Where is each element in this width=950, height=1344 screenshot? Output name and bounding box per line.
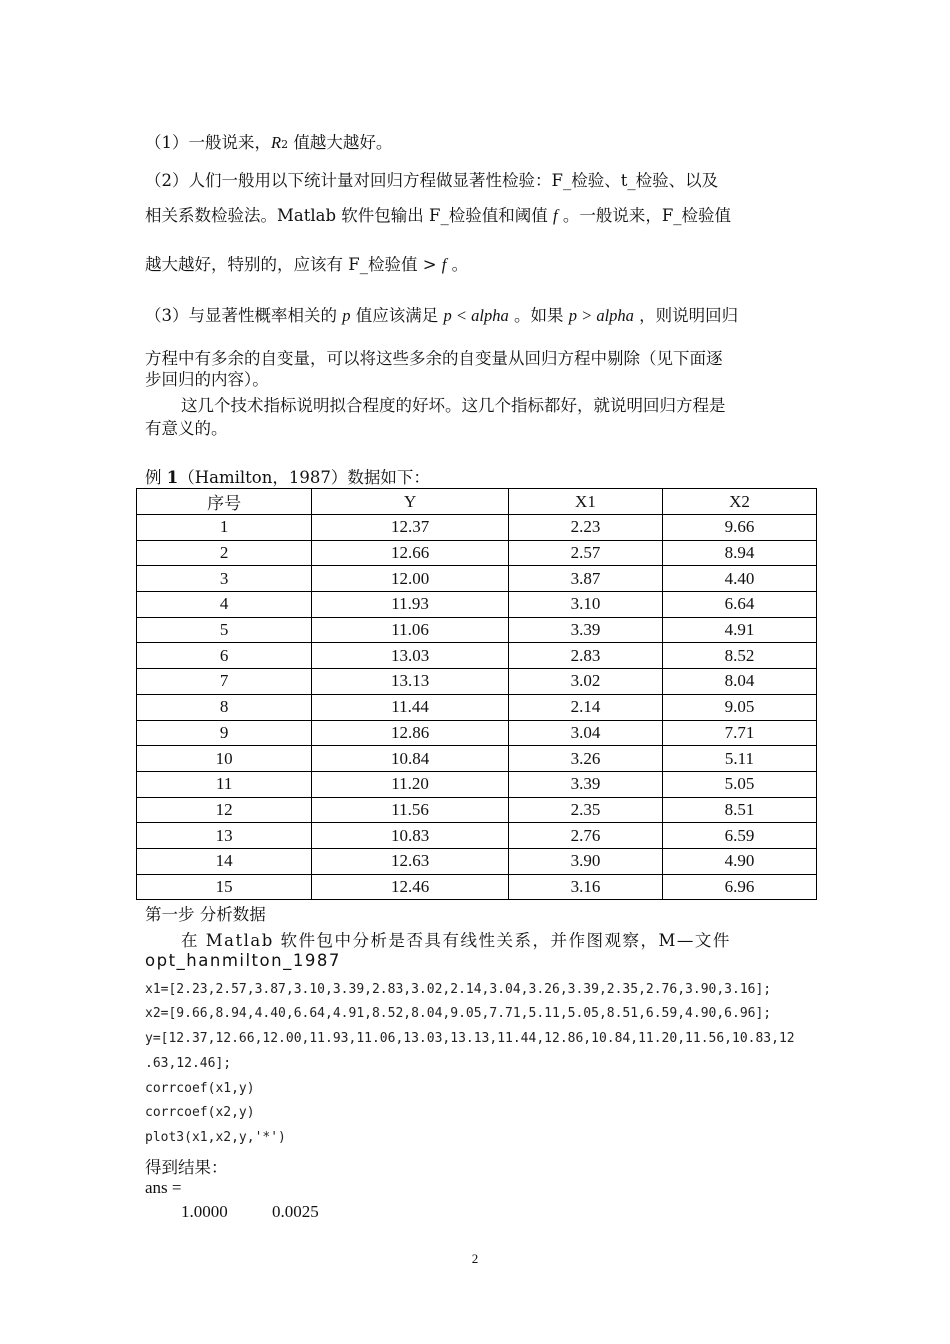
table-row xyxy=(137,643,817,669)
code-corrcoef-x1: corrcoef(x1,y) xyxy=(145,1081,255,1096)
table-row xyxy=(137,540,817,566)
paragraph-4-line-1: 这几个技术指标说明拟合程度的好坏。这几个指标都好，就说明回归方程是 xyxy=(181,396,726,415)
paragraph-4-line-2: 有意义的。 xyxy=(145,419,228,438)
table-row xyxy=(137,720,817,746)
table-row xyxy=(137,823,817,849)
cell-y: 11.06 xyxy=(312,617,509,643)
p3-line1-b: 值应该满足 xyxy=(350,306,444,325)
cell-x2: 4.40 xyxy=(662,566,816,592)
table-row xyxy=(137,848,817,874)
cell-x1: 2.23 xyxy=(508,515,662,541)
cell-x1: 3.10 xyxy=(508,592,662,618)
p1-prefix: （1）一般说来， xyxy=(145,133,271,152)
paragraph-1 xyxy=(145,129,392,153)
paragraph-3-line-1 xyxy=(145,302,738,326)
code-plot3: plot3(x1,x2,y,'*') xyxy=(145,1130,286,1145)
cell-x1: 3.87 xyxy=(508,566,662,592)
cell-index: 7 xyxy=(137,669,312,695)
cell-x2: 6.64 xyxy=(662,592,816,618)
cell-x1: 2.14 xyxy=(508,694,662,720)
cell-x1: 3.02 xyxy=(508,669,662,695)
table-row xyxy=(137,617,817,643)
p2-line2-a: 相关系数检验法。Matlab 软件包输出 F_检验值和阈值 xyxy=(145,206,553,225)
table-row xyxy=(137,566,817,592)
cell-x1: 2.76 xyxy=(508,823,662,849)
cell-index: 13 xyxy=(137,823,312,849)
example-number: 1 xyxy=(166,468,179,487)
cell-index: 11 xyxy=(137,771,312,797)
example-label xyxy=(145,464,430,488)
cell-x2: 4.91 xyxy=(662,617,816,643)
paragraph-3-line-3: 步回归的内容）。 xyxy=(145,370,269,389)
p3-line1-c: 。如果 xyxy=(508,306,569,325)
cell-y: 11.20 xyxy=(312,771,509,797)
data-table xyxy=(136,488,817,900)
cell-y: 13.13 xyxy=(312,669,509,695)
cell-y: 12.46 xyxy=(312,874,509,900)
code-corrcoef-x2: corrcoef(x2,y) xyxy=(145,1105,255,1120)
cell-y: 11.56 xyxy=(312,797,509,823)
cell-index: 8 xyxy=(137,694,312,720)
cell-y: 12.00 xyxy=(312,566,509,592)
cell-index: 10 xyxy=(137,746,312,772)
result-value-2: 0.0025 xyxy=(272,1202,319,1221)
cell-y: 12.86 xyxy=(312,720,509,746)
page-number: 2 xyxy=(471,1251,479,1266)
table-row xyxy=(137,592,817,618)
table-body xyxy=(137,515,817,900)
table-row xyxy=(137,874,817,900)
example-pre: 例 xyxy=(145,468,167,487)
cell-index: 6 xyxy=(137,643,312,669)
paragraph-2-line-3 xyxy=(145,251,468,275)
cell-y: 10.84 xyxy=(312,746,509,772)
table-row xyxy=(137,669,817,695)
cell-x2: 6.59 xyxy=(662,823,816,849)
cell-y: 13.03 xyxy=(312,643,509,669)
p2-line3-b: 。 xyxy=(446,255,469,274)
cell-x2: 8.04 xyxy=(662,669,816,695)
result-ans: ans = xyxy=(145,1178,182,1197)
cell-x1: 3.39 xyxy=(508,771,662,797)
cell-y: 12.37 xyxy=(312,515,509,541)
cell-x1: 3.26 xyxy=(508,746,662,772)
p-value-symbol: p xyxy=(342,306,351,325)
p3-line1-a: （3）与显著性概率相关的 xyxy=(145,306,343,325)
cell-x2: 6.96 xyxy=(662,874,816,900)
cell-y: 11.44 xyxy=(312,694,509,720)
step1-desc-line-1: 在 Matlab 软件包中分析是否具有线性关系，并作图观察，M—文件 xyxy=(181,931,731,950)
example-post: （Hamilton，1987）数据如下： xyxy=(178,468,430,487)
cell-x1: 3.04 xyxy=(508,720,662,746)
cell-x1: 2.35 xyxy=(508,797,662,823)
p2-line3-a: 越大越好，特别的，应该有 F_检验值 > xyxy=(145,255,442,274)
table-header-row xyxy=(137,489,817,515)
cell-index: 12 xyxy=(137,797,312,823)
cell-x2: 7.71 xyxy=(662,720,816,746)
cell-x2: 8.51 xyxy=(662,797,816,823)
cell-y: 11.93 xyxy=(312,592,509,618)
cell-x1: 2.57 xyxy=(508,540,662,566)
table-row xyxy=(137,771,817,797)
p3-line1-d: ，则说明回归 xyxy=(633,306,739,325)
cell-x1: 3.90 xyxy=(508,848,662,874)
header-x2: X2 xyxy=(662,489,816,515)
condition-p-less-alpha: p < alpha xyxy=(443,306,509,325)
condition-p-greater-alpha: p > alpha xyxy=(568,306,634,325)
cell-x2: 5.11 xyxy=(662,746,816,772)
paragraph-2-line-2 xyxy=(145,202,731,226)
table-row xyxy=(137,515,817,541)
cell-index: 15 xyxy=(137,874,312,900)
code-x1: x1=[2.23,2.57,3.87,3.10,3.39,2.83,3.02,2.14,3.04,3.26,3.39,2.35,2.76,3.90,3.16]; xyxy=(145,982,772,997)
step1-heading: 第一步 分析数据 xyxy=(145,905,266,924)
cell-y: 10.83 xyxy=(312,823,509,849)
p2-line2-b: 。一般说来，F_检验值 xyxy=(557,206,732,225)
code-x2: x2=[9.66,8.94,4.40,6.64,4.91,8.52,8.04,9.05,7.71,5.11,5.05,8.51,6.59,4.90,6.96]; xyxy=(145,1006,772,1021)
r-squared-symbol: R xyxy=(271,133,282,152)
cell-x2: 9.66 xyxy=(662,515,816,541)
cell-index: 5 xyxy=(137,617,312,643)
cell-index: 4 xyxy=(137,592,312,618)
step1-desc-line-2: opt_hanmilton_1987 xyxy=(145,951,341,970)
threshold-f-2: f xyxy=(441,255,447,274)
header-index: 序号 xyxy=(137,489,312,515)
header-x1: X1 xyxy=(508,489,662,515)
header-y: Y xyxy=(312,489,509,515)
paragraph-3-line-2: 方程中有多余的自变量，可以将这些多余的自变量从回归方程中剔除（见下面逐 xyxy=(145,349,723,368)
cell-index: 14 xyxy=(137,848,312,874)
p1-suffix: 值越大越好。 xyxy=(288,133,393,152)
cell-x2: 8.94 xyxy=(662,540,816,566)
cell-x1: 3.39 xyxy=(508,617,662,643)
r-squared-subscript: 2 xyxy=(281,138,289,151)
cell-index: 1 xyxy=(137,515,312,541)
table-row xyxy=(137,797,817,823)
cell-x2: 8.52 xyxy=(662,643,816,669)
cell-x2: 4.90 xyxy=(662,848,816,874)
cell-x2: 9.05 xyxy=(662,694,816,720)
table-row xyxy=(137,694,817,720)
result-value-1: 1.0000 xyxy=(181,1202,228,1221)
cell-x1: 2.83 xyxy=(508,643,662,669)
code-y-line-2: .63,12.46]; xyxy=(145,1056,232,1071)
threshold-f: f xyxy=(552,206,558,225)
cell-index: 2 xyxy=(137,540,312,566)
cell-index: 9 xyxy=(137,720,312,746)
cell-y: 12.66 xyxy=(312,540,509,566)
table-row xyxy=(137,746,817,772)
cell-x1: 3.16 xyxy=(508,874,662,900)
cell-y: 12.63 xyxy=(312,848,509,874)
result-label: 得到结果： xyxy=(145,1158,228,1177)
cell-index: 3 xyxy=(137,566,312,592)
paragraph-2-line-1: （2）人们一般用以下统计量对回归方程做显著性检验：F_检验、t_检验、以及 xyxy=(145,171,719,190)
cell-x2: 5.05 xyxy=(662,771,816,797)
code-y-line-1: y=[12.37,12.66,12.00,11.93,11.06,13.03,13.13,11.44,12.86,10.84,11.20,11.56,10.83,12 xyxy=(145,1031,795,1046)
